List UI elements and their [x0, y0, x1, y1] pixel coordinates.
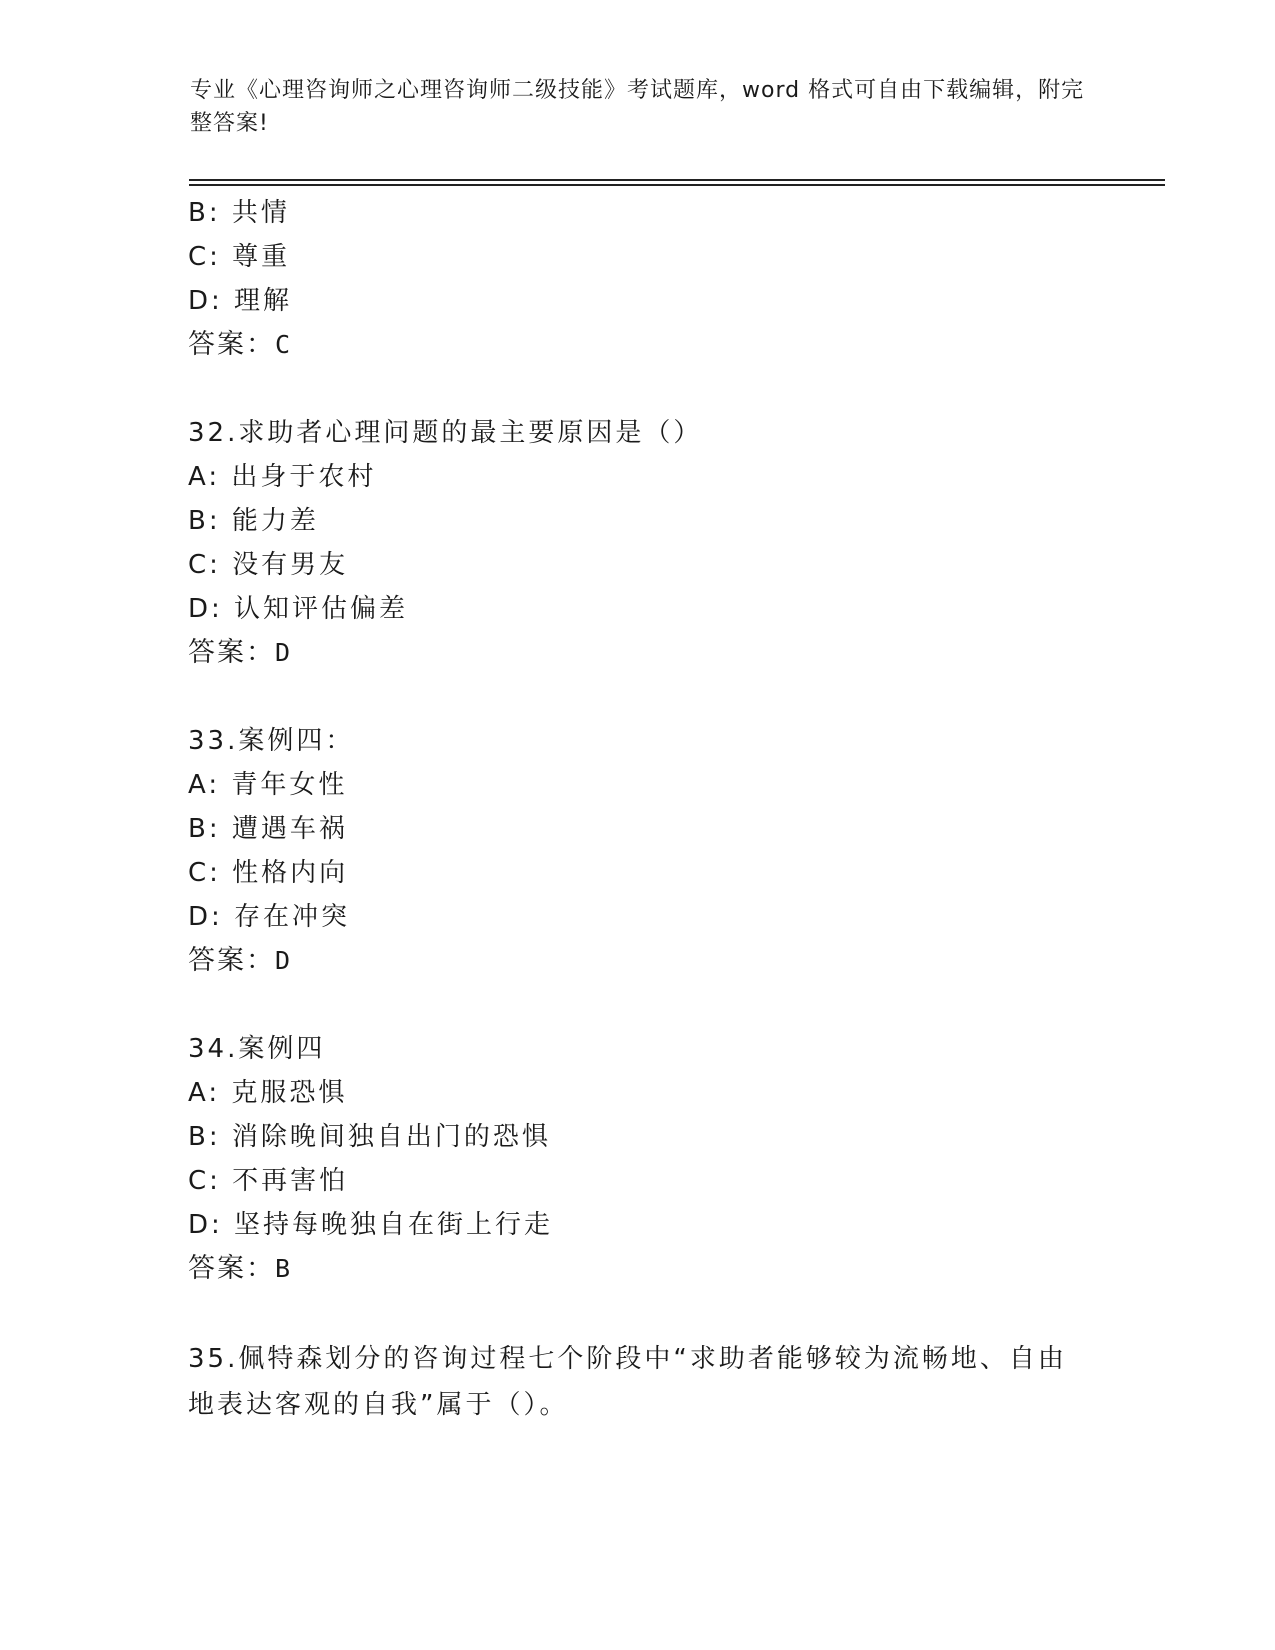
answer-line [188, 328, 290, 362]
option-a: A: 克服恐惧 [188, 1078, 348, 1108]
option-b: B: 共情 [188, 198, 290, 228]
option-d: D: 理解 [188, 286, 293, 316]
answer-prefix: 答案： [188, 329, 275, 360]
option-a: A: 青年女性 [188, 770, 348, 800]
question-stem: 33.案例四： [188, 726, 355, 756]
option-c: C: 性格内向 [188, 858, 349, 888]
option-c: C: 不再害怕 [188, 1166, 349, 1196]
option-a: A: 出身于农村 [188, 462, 377, 492]
answer-line [188, 944, 290, 978]
question-stem: 32.求助者心理问题的最主要原因是（） [188, 418, 703, 448]
question-stem: 35.佩特森划分的咨询过程七个阶段中“求助者能够较为流畅地、自由地表达客观的自我”属于（）。 [188, 1344, 1067, 1420]
option-b: B: 消除晚间独自出门的恐惧 [188, 1122, 551, 1152]
answer-value: B [275, 1254, 291, 1283]
answer-line [188, 1252, 290, 1286]
option-c: C: 尊重 [188, 242, 291, 272]
answer-prefix: 答案： [188, 637, 275, 668]
header-rule-bottom [189, 184, 1165, 186]
option-d: D: 坚持每晚独自在街上行走 [188, 1210, 554, 1240]
option-b: B: 能力差 [188, 506, 319, 536]
answer-prefix: 答案： [188, 945, 275, 976]
document-header: 专业《心理咨询师之心理咨询师二级技能》考试题库，word 格式可自由下载编辑，附完整答案! [190, 78, 1085, 136]
question-stem: 34.案例四 [188, 1034, 326, 1064]
option-d: D: 认知评估偏差 [188, 594, 409, 624]
option-c: C: 没有男友 [188, 550, 349, 580]
header-rule-top [189, 179, 1165, 181]
answer-line [188, 636, 290, 670]
option-b: B: 遭遇车祸 [188, 814, 348, 844]
answer-value: C [275, 330, 291, 359]
answer-value: D [275, 946, 291, 975]
answer-value: D [275, 638, 291, 667]
option-d: D: 存在冲突 [188, 902, 351, 932]
answer-prefix: 答案： [188, 1253, 275, 1284]
